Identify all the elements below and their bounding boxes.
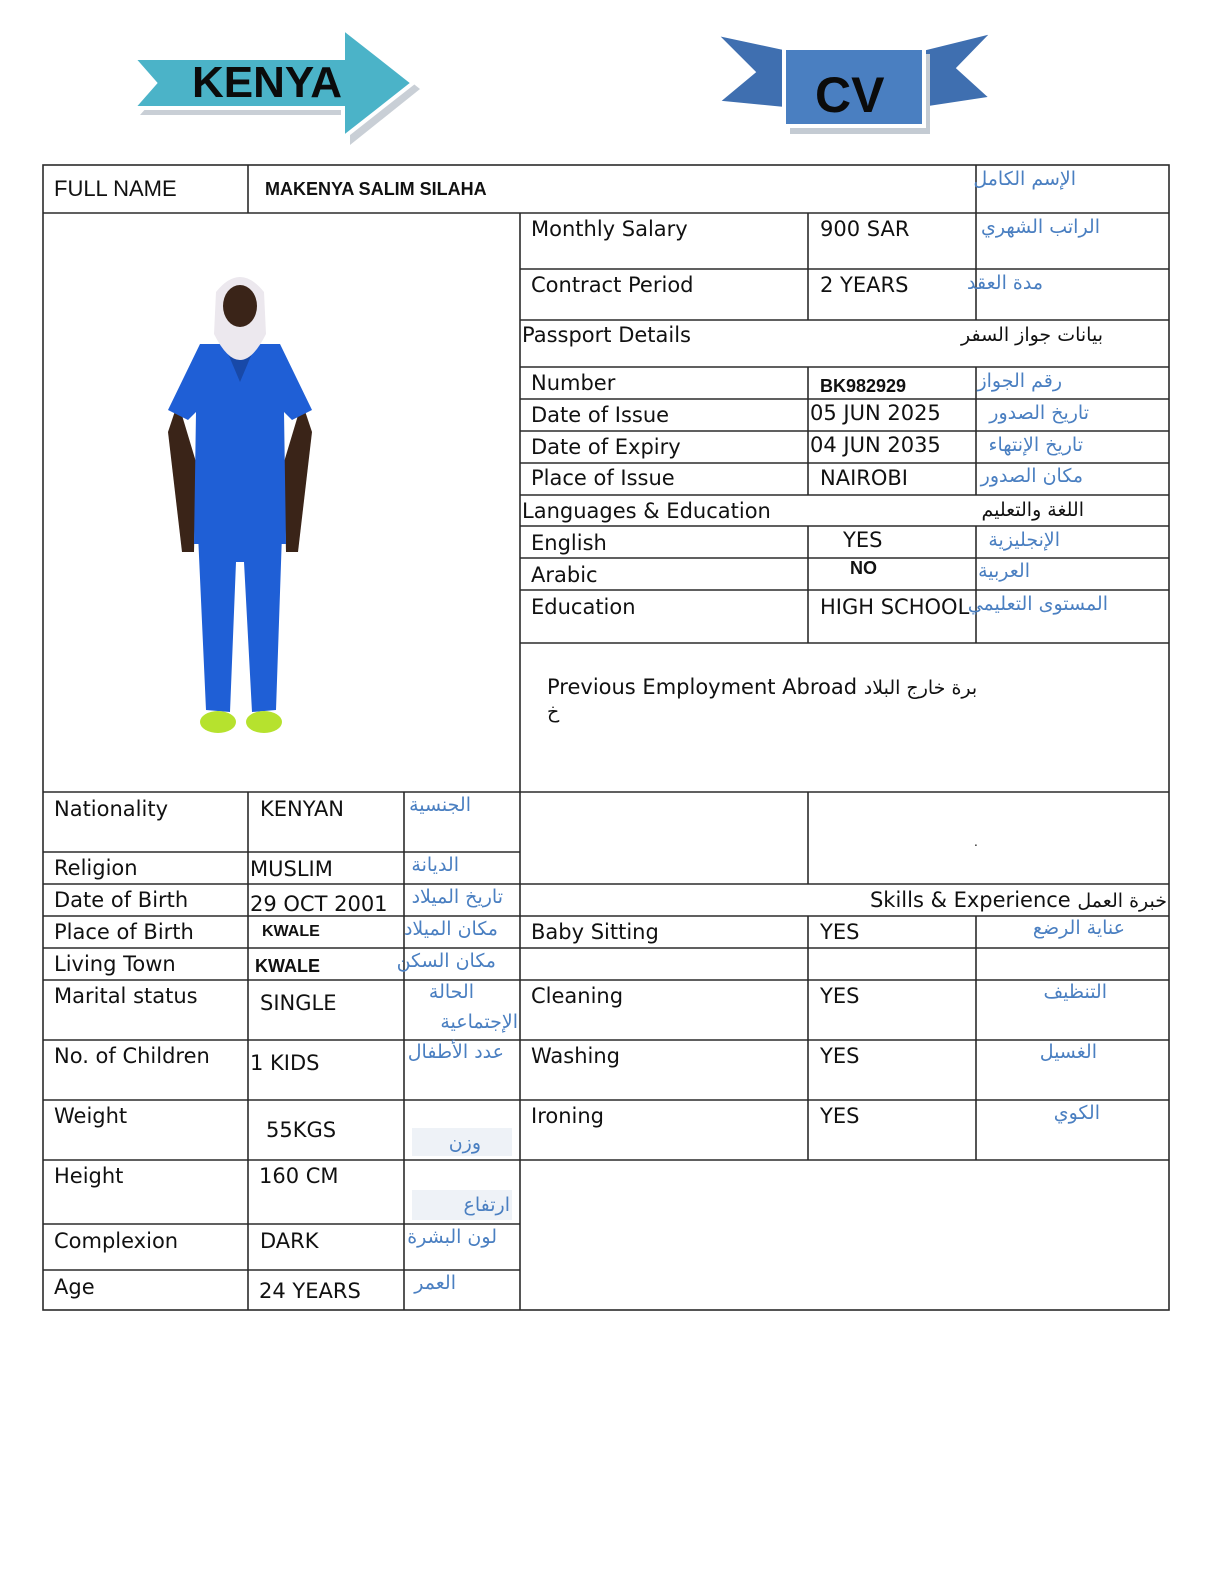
height-value: 160 CM bbox=[259, 1164, 339, 1188]
languages-title: Languages & Education bbox=[522, 499, 771, 523]
children-value: 1 KIDS bbox=[250, 1051, 320, 1075]
passport-title-ar: بيانات جواز السفر bbox=[961, 324, 1103, 346]
salary-label: Monthly Salary bbox=[531, 217, 688, 241]
doc-type-title: CV bbox=[815, 67, 885, 123]
cleaning-value: YES bbox=[820, 984, 860, 1008]
nationality-value: KENYAN bbox=[260, 797, 345, 821]
passport-title: Passport Details bbox=[522, 323, 691, 347]
english-value: YES bbox=[843, 528, 883, 552]
english-ar: الإنجليزية bbox=[988, 529, 1060, 551]
ironing-label: Ironing bbox=[531, 1104, 604, 1128]
candidate-photo bbox=[160, 262, 320, 748]
complexion-value: DARK bbox=[260, 1229, 319, 1253]
full-name-ar: الإسم الكامل bbox=[973, 168, 1076, 190]
washing-label: Washing bbox=[531, 1044, 621, 1068]
issue-place-label: Place of Issue bbox=[531, 466, 675, 490]
country-title: KENYA bbox=[192, 58, 342, 107]
arabic-label: Arabic bbox=[531, 563, 598, 587]
cleaning-ar: التنظيف bbox=[1043, 981, 1107, 1003]
contract-value: 2 YEARS bbox=[820, 273, 909, 297]
cleaning-label: Cleaning bbox=[531, 984, 624, 1008]
town-value: KWALE bbox=[255, 956, 320, 976]
complexion-label: Complexion bbox=[54, 1229, 179, 1253]
height-label: Height bbox=[54, 1164, 124, 1188]
passport-number-ar: رقم الجواز bbox=[977, 370, 1062, 392]
dob-ar: تاريخ الميلاد bbox=[411, 886, 503, 908]
baby-sitting-ar: عناية الرضع bbox=[1032, 917, 1125, 939]
dob-label: Date of Birth bbox=[54, 888, 189, 912]
employment-title bbox=[547, 677, 977, 698]
education-value: HIGH SCHOOL bbox=[820, 595, 970, 619]
issue-place-ar: مكان الصدور bbox=[980, 465, 1083, 487]
dob-value: 29 OCT 2001 bbox=[250, 892, 388, 916]
nationality-label: Nationality bbox=[54, 797, 169, 821]
employment-title-ar: برة خارج البلاد bbox=[863, 677, 978, 699]
weight-label: Weight bbox=[54, 1104, 128, 1128]
salary-value: 900 SAR bbox=[820, 217, 910, 241]
salary-ar: الراتب الشهري bbox=[981, 216, 1100, 238]
issue-place-value: NAIROBI bbox=[820, 466, 908, 490]
education-label: Education bbox=[531, 595, 636, 619]
education-ar: المستوى التعليمي bbox=[967, 593, 1108, 615]
ironing-ar: الكوي bbox=[1053, 1102, 1100, 1124]
age-value: 24 YEARS bbox=[259, 1279, 361, 1303]
pob-label: Place of Birth bbox=[54, 920, 194, 944]
expiry-date-value: 04 JUN 2035 bbox=[810, 433, 941, 457]
town-label: Living Town bbox=[54, 952, 176, 976]
washing-value: YES bbox=[820, 1044, 860, 1068]
arabic-value: NO bbox=[850, 558, 877, 578]
marital-value: SINGLE bbox=[260, 991, 337, 1015]
expiry-date-label: Date of Expiry bbox=[531, 435, 681, 459]
marital-ar-2: الإجتماعية bbox=[440, 1011, 518, 1033]
arabic-ar: العربية bbox=[978, 560, 1030, 582]
baby-sitting-value: YES bbox=[820, 920, 860, 944]
issue-date-value: 05 JUN 2025 bbox=[810, 401, 941, 425]
age-ar: العمر bbox=[414, 1272, 456, 1294]
children-ar: عدد الأطفال bbox=[407, 1041, 504, 1063]
skills-title-en: Skills & Experience bbox=[869, 888, 1071, 912]
issue-date-ar: تاريخ الصدور bbox=[989, 402, 1089, 424]
religion-ar: الديانة bbox=[411, 854, 459, 876]
passport-number-label: Number bbox=[531, 371, 616, 395]
english-label: English bbox=[531, 531, 607, 555]
contract-label: Contract Period bbox=[531, 273, 694, 297]
weight-value: 55KGS bbox=[266, 1118, 337, 1142]
languages-title-ar: اللغة والتعليم bbox=[981, 499, 1084, 521]
employment-title-ar-2: خ bbox=[547, 701, 560, 723]
skills-title bbox=[870, 890, 1167, 911]
religion-label: Religion bbox=[54, 856, 138, 880]
children-label: No. of Children bbox=[54, 1044, 210, 1068]
age-label: Age bbox=[54, 1275, 95, 1299]
issue-date-label: Date of Issue bbox=[531, 403, 670, 427]
religion-value: MUSLIM bbox=[250, 857, 333, 881]
pob-ar: مكان الميلاد bbox=[403, 918, 498, 940]
baby-sitting-label: Baby Sitting bbox=[531, 920, 659, 944]
washing-ar: الغسيل bbox=[1039, 1041, 1097, 1063]
contract-ar: مدة العقد bbox=[967, 272, 1043, 294]
employment-dot: . bbox=[974, 835, 978, 849]
weight-ar: وزن bbox=[448, 1132, 481, 1154]
complexion-ar: لون البشرة bbox=[407, 1226, 497, 1248]
height-ar: ارتفاع bbox=[463, 1194, 510, 1216]
ironing-value: YES bbox=[820, 1104, 860, 1128]
nationality-ar: الجنسية bbox=[409, 794, 471, 816]
employment-title-en: Previous Employment Abroad bbox=[547, 675, 858, 699]
skills-title-ar: خبرة العمل bbox=[1077, 890, 1167, 912]
full-name-value: MAKENYA SALIM SILAHA bbox=[265, 179, 487, 199]
expiry-date-ar: تاريخ الإنتهاء bbox=[988, 434, 1083, 456]
marital-label: Marital status bbox=[54, 984, 198, 1008]
full-name-label: FULL NAME bbox=[54, 176, 177, 201]
marital-ar-1: الحالة bbox=[428, 981, 474, 1003]
passport-number-value: BK982929 bbox=[820, 376, 907, 396]
pob-value: KWALE bbox=[262, 923, 320, 940]
town-ar: مكان السكن bbox=[396, 950, 496, 972]
